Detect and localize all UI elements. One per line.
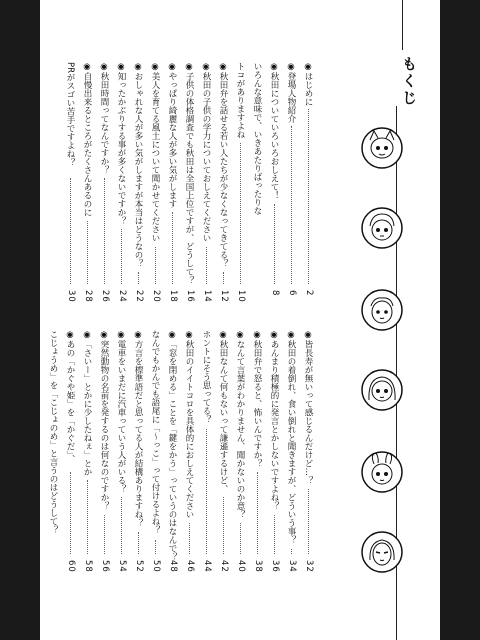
toc-entry: ◉秋田の子供の学力についておしえてください — [201, 62, 211, 242]
toc-entry: ◉子供の体格調査でも秋田は全国上位ですが、どうして？ — [184, 62, 194, 285]
toc-entry: ◉登場人物紹介 — [286, 62, 296, 123]
page-number: 30 — [66, 290, 76, 303]
page-number: 6 — [287, 290, 297, 297]
leader-dots — [240, 523, 242, 554]
toc-entry: ◉方言を標準語だと思ってる人が結構ありますね？ — [133, 330, 143, 527]
page-number: 50 — [151, 560, 161, 573]
toc-entry: トコがありますよね — [235, 62, 245, 139]
leader-dots — [138, 532, 140, 554]
leader-dots — [104, 515, 106, 554]
toc-entry: ◉秋田の着倒れ、食い倒れと聞きますが、どういう事？ — [286, 330, 296, 544]
toc-entry: ◉あの「かぐや姫」を「かぐだ」、 — [65, 330, 75, 464]
page-number: 28 — [83, 290, 93, 303]
leader-dots — [121, 497, 123, 554]
toc-entry: ◉皆長寿が無いって感じるんだけど…？ — [303, 330, 313, 485]
leader-dots — [308, 109, 310, 284]
leader-dots — [172, 212, 174, 284]
toc-entry: こじょうめ」を「こじょのめ」と言うのはどうして？ — [48, 330, 58, 534]
leader-dots — [70, 178, 72, 284]
toc-entry: ◉「さいー」とかに少したねぇ」とか — [82, 330, 92, 476]
toc-entry: PRがスゴい苦手ですよね？ — [65, 62, 75, 167]
page-number: 14 — [202, 290, 212, 303]
page-number: 24 — [117, 290, 127, 303]
toc-entry: ◉自慢出来るところがたくさんあるのに — [82, 62, 92, 217]
page-number: 58 — [83, 560, 93, 573]
toc-entry: ◉「窓を閉める」ことを「鍵をかう」っていうのはなんで？ — [167, 330, 177, 561]
leader-dots — [70, 472, 72, 554]
page-number: 46 — [185, 560, 195, 573]
page-number: 34 — [287, 560, 297, 573]
page-number: 22 — [134, 290, 144, 303]
toc-entry: ◉秋田時間ってなんですか？ — [99, 62, 109, 174]
leader-dots — [223, 497, 225, 554]
page-number: 40 — [236, 560, 246, 573]
leader-dots — [223, 272, 225, 284]
toc-entry: ◉突然動物の名前を発するのは何なのですか？ — [99, 330, 109, 510]
leader-dots — [206, 429, 208, 554]
page-number: 60 — [66, 560, 76, 573]
leader-dots — [104, 178, 106, 284]
leader-dots — [257, 472, 259, 554]
girl-short-hair-icon — [360, 206, 404, 250]
toc-entry: ◉美人を育てる風土について聞かせてください — [150, 62, 160, 242]
page-title: もくじ — [400, 56, 418, 107]
leader-dots — [274, 204, 276, 284]
toc-entry: ◉秋田なんて何もないって謙遜するけど、 — [218, 330, 228, 493]
leader-dots — [206, 247, 208, 284]
toc-entry: ◉あんまり積極的に発言とかしないですよね？ — [269, 330, 279, 510]
page-number: 18 — [168, 290, 178, 303]
girl-long-hair-icon — [360, 368, 404, 412]
leader-dots — [291, 126, 293, 284]
toc-entry: ◉秋田弁で怒ると、怖いんですか？ — [252, 330, 262, 468]
page-number: 20 — [151, 290, 161, 303]
leader-dots — [155, 247, 157, 284]
leader-dots — [189, 523, 191, 554]
leader-dots — [87, 221, 89, 284]
page-number: 48 — [168, 560, 178, 573]
toc-page — [40, 0, 440, 640]
boy-icon — [360, 288, 404, 332]
girl-bunny-ears-icon — [360, 450, 404, 494]
toc-entry: ◉おしゃれな人が多い気がしますが本当はどうなの？ — [133, 62, 143, 268]
page-number: 10 — [236, 290, 246, 303]
page-number: 54 — [117, 560, 127, 573]
page-number: 12 — [219, 290, 229, 303]
toc-entry: ホントにそう思ってる？ — [201, 330, 211, 424]
page-number: 2 — [304, 290, 314, 297]
page-number: 44 — [202, 560, 212, 573]
leader-dots — [274, 515, 276, 554]
woman-icon — [360, 530, 404, 574]
leader-dots — [138, 272, 140, 284]
title-rule-top — [402, 0, 403, 50]
page-number: 16 — [185, 290, 195, 303]
page-number: 56 — [100, 560, 110, 573]
page-number: 52 — [134, 560, 144, 573]
page-number: 26 — [100, 290, 110, 303]
leader-dots — [87, 480, 89, 554]
leader-dots — [155, 540, 157, 554]
toc-entry: ◉はじめに — [303, 62, 313, 106]
toc-entry: ◉秋田弁を話せる若い人たちが少なくなってきてる？ — [218, 62, 228, 268]
page-number: 42 — [219, 560, 229, 573]
page-number: 8 — [270, 290, 280, 297]
page-number: 38 — [253, 560, 263, 573]
toc-entry: ◉秋田のイイトコロを具体的におしえてください — [184, 330, 194, 519]
toc-entry: ◉秋田についていろいろおしえて！ — [269, 62, 279, 200]
page-number: 32 — [304, 560, 314, 573]
toc-entry: ◉知ったかぶりする事が多くないですか？ — [116, 62, 126, 225]
toc-entry: ◉電車をいまだに汽車っていう人がいる？ — [116, 330, 126, 493]
toc-entry: ◉やっぱり綺麗な人が多い気がします — [167, 62, 177, 208]
toc-entry: なんでもかんでも語尾に「〜っこ」って付けるよね？ — [150, 330, 160, 534]
leader-dots — [121, 229, 123, 284]
leader-dots — [240, 143, 242, 284]
leader-dots — [308, 489, 310, 554]
page-number: 36 — [270, 560, 280, 573]
toc-entry: いろんな意味で、いきあたりばったりな — [252, 62, 262, 215]
toc-entry: ◉なんて言葉がわかりません、聞かないのか意？ — [235, 330, 245, 519]
leader-dots — [291, 549, 293, 554]
girl-cat-ears-icon — [360, 126, 404, 170]
